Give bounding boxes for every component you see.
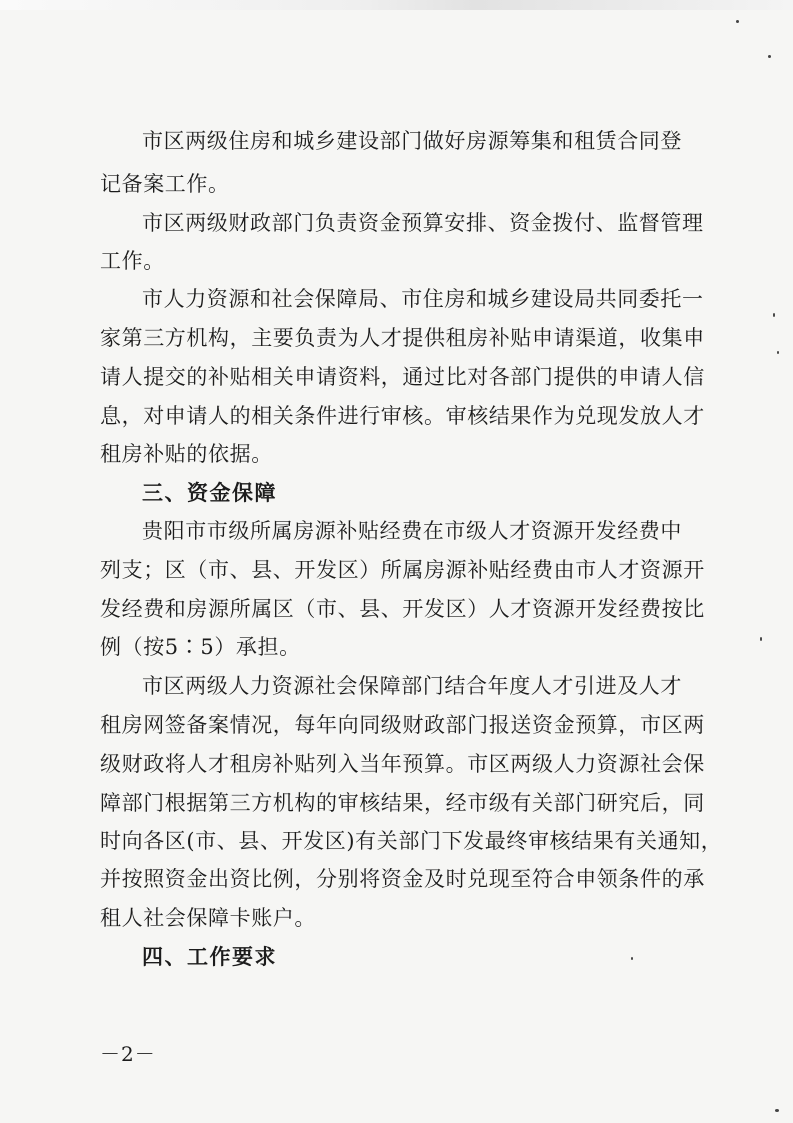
section-heading: 四、工作要求	[142, 944, 277, 969]
paragraph-line: 市区两级人力资源社会保障部门结合年度人才引进及人才	[142, 674, 682, 698]
paragraph-line: 市人力资源和社会保障局、市住房和城乡建设局共同委托一	[142, 287, 704, 311]
paragraph-line: 贵阳市市级所属房源补贴经费在市级人才资源开发经费中	[142, 519, 682, 543]
paragraph-line: 工作。	[100, 249, 165, 273]
scan-speck	[736, 20, 739, 23]
paragraph-line: 请人提交的补贴相关申请资料，通过比对各部门提供的申请人信	[100, 365, 705, 389]
paragraph-line: 租房补贴的依据。	[100, 442, 273, 466]
paragraph-line: 列支；区（市、县、开发区）所属房源补贴经费由市人才资源开	[100, 558, 705, 582]
scan-speck	[760, 637, 762, 641]
scan-speck	[631, 957, 633, 960]
paragraph-line: 记备案工作。	[100, 172, 230, 196]
section-heading: 三、资金保障	[142, 480, 277, 505]
paragraph-line: 息，对申请人的相关条件进行审核。审核结果作为兑现发放人才	[100, 404, 705, 428]
paragraph-line: 级财政将人才租房补贴列入当年预算。市区两级人力资源社会保	[100, 752, 705, 776]
scan-speck	[775, 1109, 779, 1112]
paragraph-line: 发经费和房源所属区（市、县、开发区）人才资源开发经费按比	[100, 597, 705, 621]
paragraph-line: 市区两级财政部门负责资金预算安排、资金拨付、监督管理	[142, 211, 704, 235]
paragraph-line: 例（按5∶5）承担。	[100, 635, 301, 659]
paragraph-line: 时向各区(市、县、开发区)有关部门下发最终审核结果有关通知，	[100, 829, 723, 853]
scan-speck	[773, 313, 775, 317]
paragraph-line: 租房网签备案情况，每年向同级财政部门报送资金预算，市区两	[100, 713, 705, 737]
paragraph-line: 租人社会保障卡账户。	[100, 906, 316, 930]
scan-speck	[777, 351, 779, 354]
scan-edge	[0, 0, 793, 10]
paragraph-line: 家第三方机构，主要负责为人才提供租房补贴申请渠道，收集申	[100, 326, 705, 350]
paragraph-line: 障部门根据第三方机构的审核结果，经市级有关部门研究后，同	[100, 791, 705, 815]
paragraph-line: 并按照资金出资比例，分别将资金及时兑现至符合申领条件的承	[100, 867, 705, 891]
paragraph-line: 市区两级住房和城乡建设部门做好房源筹集和租赁合同登	[142, 129, 682, 153]
scan-speck	[768, 55, 771, 58]
page-number: －2－	[100, 1042, 156, 1066]
